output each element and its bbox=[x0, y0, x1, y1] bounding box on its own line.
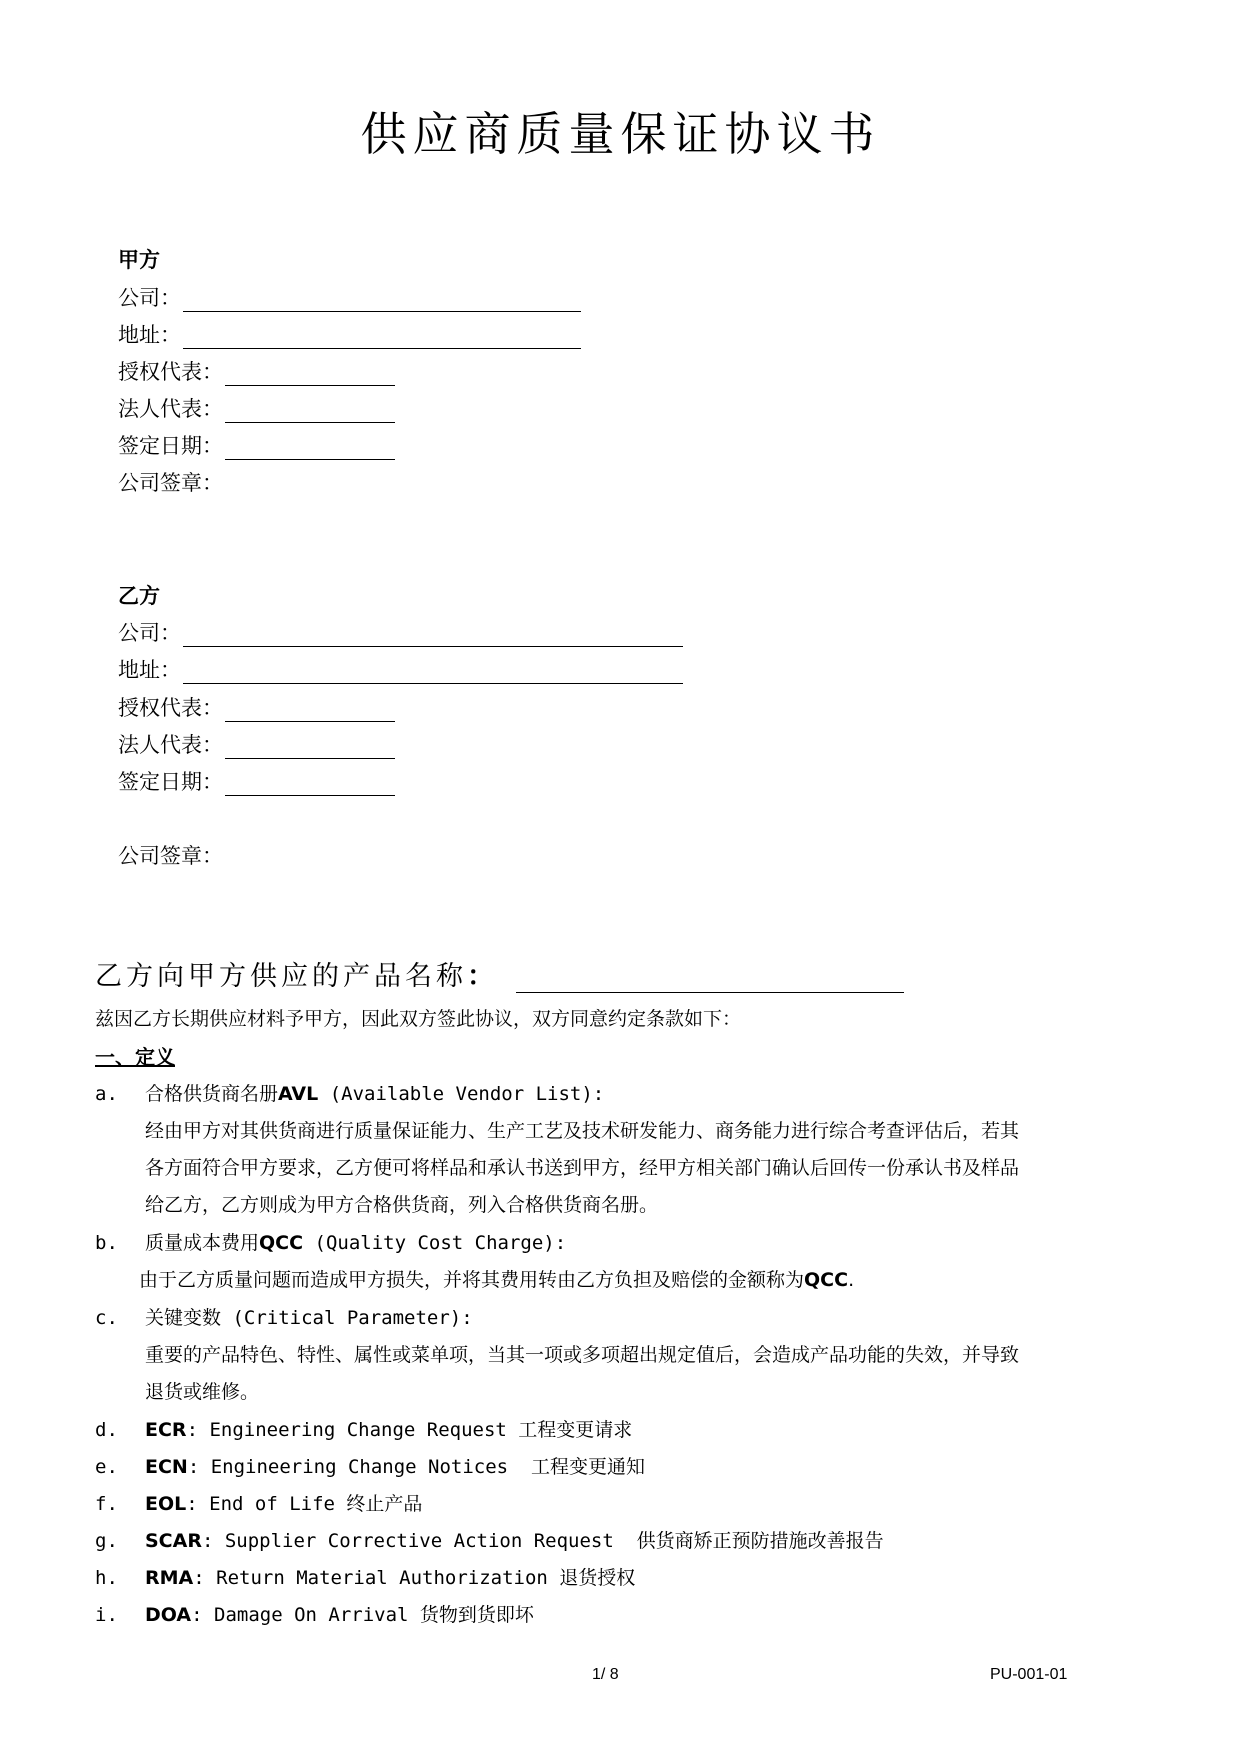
definition-e-english: : Engineering Change Notices bbox=[187, 1456, 531, 1478]
definition-b-code: QCC bbox=[259, 1232, 304, 1254]
party-b-seal-label: 公司签章： bbox=[118, 844, 223, 868]
definition-e bbox=[95, 1452, 645, 1479]
party-a-sign-date-row bbox=[118, 430, 395, 460]
party-a-seal-row bbox=[118, 467, 223, 497]
party-a-legal-rep-field[interactable] bbox=[225, 398, 395, 423]
document-number: PU-001-01 bbox=[990, 1666, 1068, 1683]
party-a-legal-rep-label: 法人代表： bbox=[118, 397, 223, 421]
party-b-auth-rep-label: 授权代表： bbox=[118, 696, 223, 720]
definition-i-marker: i. bbox=[95, 1604, 118, 1626]
definition-b-body-code: QCC bbox=[804, 1269, 849, 1291]
party-a-heading: 甲方 bbox=[118, 248, 160, 272]
definition-e-marker: e. bbox=[95, 1456, 118, 1478]
definition-d-chinese: 工程变更请求 bbox=[518, 1419, 633, 1441]
definition-i-chinese: 货物到货即坏 bbox=[419, 1604, 534, 1626]
definition-c-english: (Critical Parameter): bbox=[221, 1307, 473, 1329]
party-b-address-label: 地址： bbox=[118, 658, 181, 682]
product-name-field[interactable] bbox=[516, 962, 904, 993]
definition-h-chinese: 退货授权 bbox=[559, 1567, 636, 1589]
definition-b-english: (Quality Cost Charge): bbox=[303, 1232, 567, 1254]
definition-b-body bbox=[139, 1265, 854, 1292]
party-b-auth-rep-row bbox=[118, 692, 395, 722]
definition-a-body-2: 各方面符合甲方要求，乙方便可将样品和承认书送到甲方，经甲方相关部门确认后回传一份承认书及样品 bbox=[145, 1157, 1020, 1179]
party-b-sign-date-row bbox=[118, 766, 395, 796]
product-name-row bbox=[95, 954, 904, 993]
definition-a-term: 合格供货商名册 bbox=[145, 1083, 279, 1105]
intro-text: 兹因乙方长期供应材料予甲方，因此双方签此协议，双方同意约定条款如下： bbox=[95, 1008, 742, 1030]
definition-g-marker: g. bbox=[95, 1530, 118, 1552]
definition-c-body-1: 重要的产品特色、特性、属性或菜单项，当其一项或多项超出规定值后，会造成产品功能的失效，并导致 bbox=[145, 1344, 1020, 1366]
party-a-auth-rep-field[interactable] bbox=[225, 361, 395, 386]
party-b-auth-rep-field[interactable] bbox=[225, 697, 395, 722]
party-a-company-field[interactable] bbox=[183, 287, 581, 312]
definition-a-body-1: 经由甲方对其供货商进行质量保证能力、生产工艺及技术研发能力、商务能力进行综合考查评估后，若其 bbox=[145, 1120, 1020, 1142]
party-b-legal-rep-row bbox=[118, 729, 395, 759]
definition-i-english: : Damage On Arrival bbox=[191, 1604, 420, 1626]
definition-g-english: : Supplier Corrective Action Request bbox=[201, 1530, 637, 1552]
definition-f bbox=[95, 1489, 422, 1516]
party-b-seal-row bbox=[118, 840, 223, 870]
definition-a-code: AVL bbox=[278, 1083, 319, 1105]
party-a-address-field[interactable] bbox=[183, 324, 581, 349]
definition-a bbox=[95, 1079, 604, 1106]
party-a-legal-rep-row bbox=[118, 393, 395, 423]
party-b-address-field[interactable] bbox=[183, 659, 683, 684]
definition-h-marker: h. bbox=[95, 1567, 118, 1589]
definition-c bbox=[95, 1303, 473, 1330]
party-b-address-row bbox=[118, 654, 683, 684]
product-name-colon: ： bbox=[467, 961, 498, 992]
product-name-label: 乙方向甲方供应的产品名称 bbox=[95, 961, 467, 992]
party-a-company-row bbox=[118, 282, 581, 312]
definition-c-marker: c. bbox=[95, 1307, 118, 1329]
definition-a-body-3: 给乙方，乙方则成为甲方合格供货商，列入合格供货商名册。 bbox=[145, 1194, 659, 1216]
definition-d-code: ECR bbox=[145, 1419, 187, 1441]
definition-a-english: (Available Vendor List): bbox=[318, 1083, 605, 1105]
party-b-legal-rep-label: 法人代表： bbox=[118, 733, 223, 757]
definition-g-code: SCAR bbox=[145, 1530, 202, 1552]
definition-f-english: : End of Life bbox=[186, 1493, 347, 1515]
definition-f-code: EOL bbox=[145, 1493, 187, 1515]
definition-d-marker: d. bbox=[95, 1419, 118, 1441]
party-a-address-row bbox=[118, 319, 581, 349]
page-number: 1/ 8 bbox=[592, 1666, 619, 1683]
definition-e-chinese: 工程变更通知 bbox=[531, 1456, 646, 1478]
definition-b bbox=[95, 1228, 566, 1255]
definition-b-body-end: . bbox=[848, 1269, 855, 1291]
definition-c-body-2: 退货或维修。 bbox=[145, 1381, 260, 1403]
definition-d-english: : Engineering Change Request bbox=[186, 1419, 519, 1441]
definition-b-body-text: 由于乙方质量问题而造成甲方损失，并将其费用转由乙方负担及赔偿的金额称为 bbox=[139, 1269, 805, 1291]
party-a-auth-rep-row bbox=[118, 356, 395, 386]
document-title: 供应商质量保证协议书 bbox=[360, 107, 881, 161]
definition-i-code: DOA bbox=[145, 1604, 192, 1626]
section-1-heading: 一、定义 bbox=[95, 1045, 175, 1069]
definition-h-code: RMA bbox=[145, 1567, 194, 1589]
party-b-legal-rep-field[interactable] bbox=[225, 734, 395, 759]
party-b-company-field[interactable] bbox=[183, 622, 683, 647]
definition-d bbox=[95, 1415, 632, 1442]
party-b-company-label: 公司： bbox=[118, 621, 181, 645]
party-a-company-label: 公司： bbox=[118, 286, 181, 310]
definition-a-marker: a. bbox=[95, 1083, 118, 1105]
party-b-heading: 乙方 bbox=[118, 584, 160, 608]
definition-b-term: 质量成本费用 bbox=[145, 1232, 260, 1254]
party-a-sign-date-label: 签定日期： bbox=[118, 434, 223, 458]
definition-g bbox=[95, 1526, 884, 1553]
definition-f-marker: f. bbox=[95, 1493, 118, 1515]
definition-b-marker: b. bbox=[95, 1232, 118, 1254]
definition-h bbox=[95, 1563, 635, 1590]
definition-h-english: : Return Material Authorization bbox=[193, 1567, 560, 1589]
definition-c-term: 关键变数 bbox=[145, 1307, 222, 1329]
party-b-sign-date-label: 签定日期： bbox=[118, 770, 223, 794]
party-a-address-label: 地址： bbox=[118, 323, 181, 347]
party-b-sign-date-field[interactable] bbox=[225, 771, 395, 796]
party-a-auth-rep-label: 授权代表： bbox=[118, 360, 223, 384]
definition-i bbox=[95, 1600, 534, 1627]
party-a-sign-date-field[interactable] bbox=[225, 435, 395, 460]
party-a-seal-label: 公司签章： bbox=[118, 471, 223, 495]
definition-f-chinese: 终止产品 bbox=[346, 1493, 423, 1515]
definition-e-code: ECN bbox=[145, 1456, 188, 1478]
party-b-company-row bbox=[118, 617, 683, 647]
definition-g-chinese: 供货商矫正预防措施改善报告 bbox=[636, 1530, 884, 1552]
